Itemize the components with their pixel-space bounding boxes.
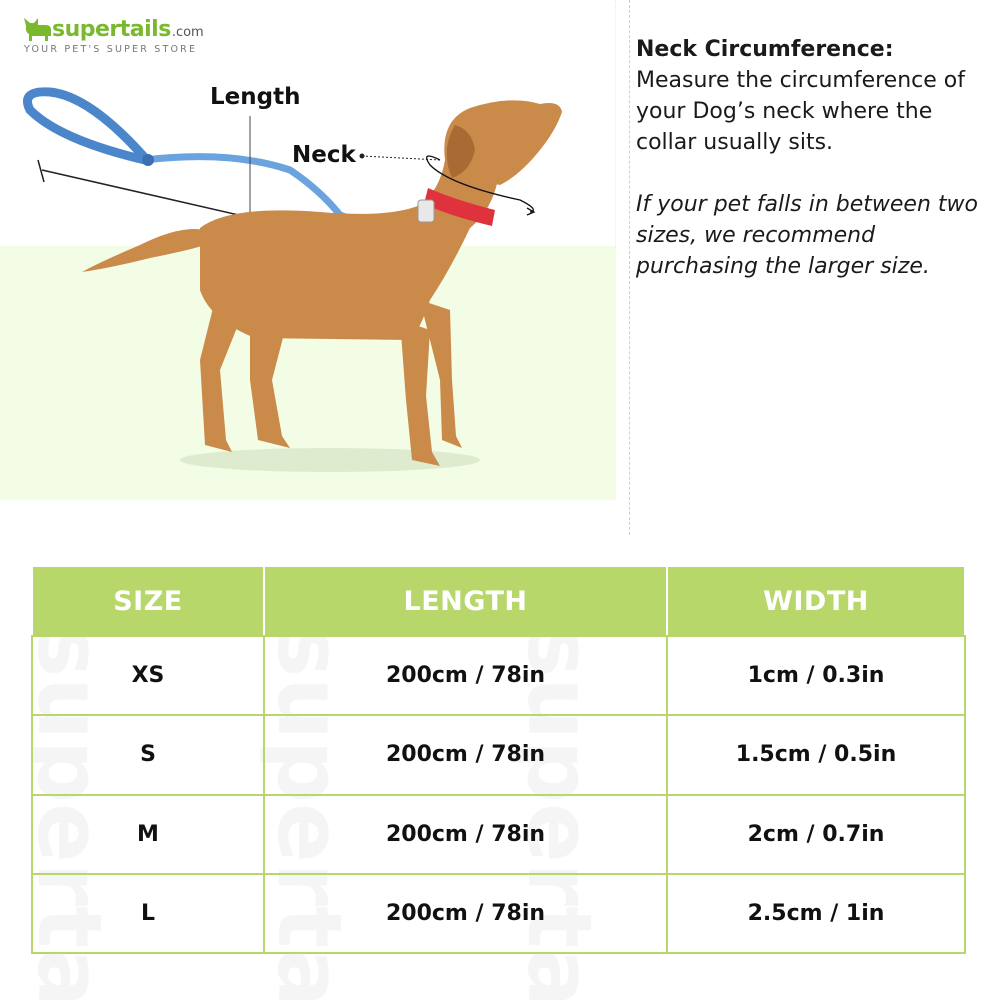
divider-line [615, 0, 616, 500]
size-table [31, 565, 966, 954]
size-chart [31, 565, 964, 954]
table-row [32, 874, 965, 953]
table-row [32, 795, 965, 874]
info-body: Measure the circumference of your Dog’s neck where the collar usually sits. [636, 68, 965, 155]
size-cell: M [32, 795, 264, 874]
table-row [32, 715, 965, 794]
table-row [32, 636, 965, 715]
brand-domain: .com [171, 24, 204, 40]
length-label: Length [210, 84, 301, 110]
width-cell: 2cm / 0.7in [667, 795, 965, 874]
size-cell: S [32, 715, 264, 794]
width-cell: 1cm / 0.3in [667, 636, 965, 715]
width-cell: 2.5cm / 1in [667, 874, 965, 953]
width-cell: 1.5cm / 0.5in [667, 715, 965, 794]
dog-leash-illustration [0, 0, 615, 500]
size-cell: XS [32, 636, 264, 715]
header-width: WIDTH [667, 566, 965, 636]
length-cell: 200cm / 78in [264, 636, 667, 715]
info-title: Neck Circumference: [636, 37, 894, 62]
info-note: If your pet falls in between two sizes, we recommend purchasing the larger size. [636, 192, 978, 279]
length-cell: 200cm / 78in [264, 715, 667, 794]
brand-name: supertails [52, 16, 171, 42]
neck-label: Neck [292, 142, 356, 168]
length-cell: 200cm / 78in [264, 874, 667, 953]
header-size: SIZE [32, 566, 264, 636]
measurement-info [636, 34, 986, 282]
leash-handle [28, 92, 146, 160]
brand-tagline: YOUR PET'S SUPER STORE [24, 44, 198, 55]
table-header-row [32, 566, 965, 636]
size-cell: L [32, 874, 264, 953]
length-cell: 200cm / 78in [264, 795, 667, 874]
header-length: LENGTH [264, 566, 667, 636]
dashed-divider [629, 0, 630, 535]
